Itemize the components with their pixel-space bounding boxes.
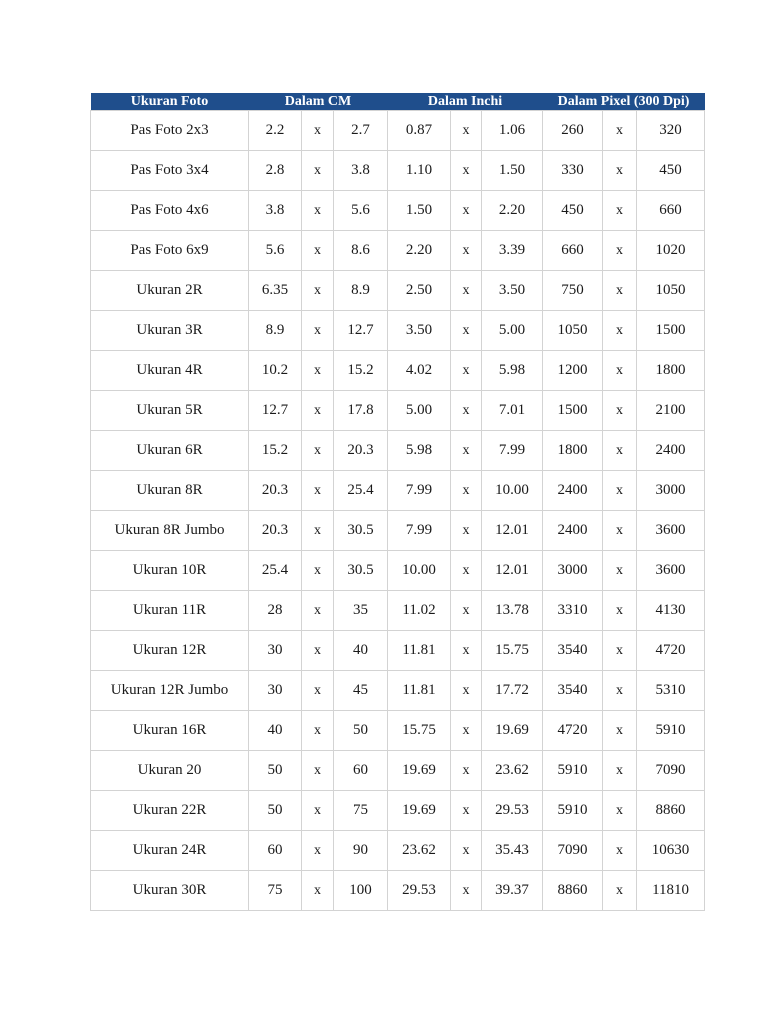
table-row: [91, 231, 705, 271]
table-row: [91, 391, 705, 431]
inch-height-cell: 23.62: [482, 751, 543, 791]
inch-height-cell: 5.98: [482, 351, 543, 391]
pixel-height-cell: 3600: [637, 511, 705, 551]
inch-height-cell: 35.43: [482, 831, 543, 871]
table-row: [91, 591, 705, 631]
cm-separator: x: [302, 591, 334, 631]
cm-separator: x: [302, 671, 334, 711]
inch-height-cell: 3.50: [482, 271, 543, 311]
pixel-width-cell: 7090: [543, 831, 603, 871]
inch-separator: x: [451, 431, 482, 471]
cm-width-cell: 2.8: [249, 151, 302, 191]
pixel-height-cell: 660: [637, 191, 705, 231]
cm-separator: x: [302, 391, 334, 431]
cm-height-cell: 20.3: [334, 431, 388, 471]
inch-separator: x: [451, 111, 482, 151]
pixel-separator: x: [603, 511, 637, 551]
pixel-separator: x: [603, 151, 637, 191]
size-name-cell: Ukuran 5R: [91, 391, 249, 431]
photo-size-table: [90, 93, 705, 911]
pixel-height-cell: 4720: [637, 631, 705, 671]
inch-separator: x: [451, 271, 482, 311]
cm-separator: x: [302, 751, 334, 791]
pixel-width-cell: 3310: [543, 591, 603, 631]
pixel-separator: x: [603, 271, 637, 311]
cm-separator: x: [302, 831, 334, 871]
cm-width-cell: 15.2: [249, 431, 302, 471]
cm-height-cell: 8.9: [334, 271, 388, 311]
cm-height-cell: 35: [334, 591, 388, 631]
inch-height-cell: 39.37: [482, 871, 543, 911]
size-name-cell: Pas Foto 3x4: [91, 151, 249, 191]
size-name-cell: Ukuran 4R: [91, 351, 249, 391]
inch-height-cell: 5.00: [482, 311, 543, 351]
pixel-width-cell: 8860: [543, 871, 603, 911]
pixel-separator: x: [603, 111, 637, 151]
inch-separator: x: [451, 631, 482, 671]
inch-height-cell: 15.75: [482, 631, 543, 671]
inch-width-cell: 0.87: [388, 111, 451, 151]
pixel-separator: x: [603, 391, 637, 431]
cm-separator: x: [302, 231, 334, 271]
cm-width-cell: 28: [249, 591, 302, 631]
inch-width-cell: 29.53: [388, 871, 451, 911]
size-name-cell: Ukuran 3R: [91, 311, 249, 351]
table-row: [91, 431, 705, 471]
cm-width-cell: 30: [249, 631, 302, 671]
cm-height-cell: 5.6: [334, 191, 388, 231]
cm-width-cell: 50: [249, 751, 302, 791]
pixel-separator: x: [603, 191, 637, 231]
cm-height-cell: 60: [334, 751, 388, 791]
table-row: [91, 311, 705, 351]
pixel-separator: x: [603, 831, 637, 871]
cm-separator: x: [302, 311, 334, 351]
inch-width-cell: 15.75: [388, 711, 451, 751]
pixel-separator: x: [603, 471, 637, 511]
cm-height-cell: 40: [334, 631, 388, 671]
pixel-separator: x: [603, 351, 637, 391]
inch-width-cell: 19.69: [388, 791, 451, 831]
inch-height-cell: 19.69: [482, 711, 543, 751]
inch-width-cell: 1.50: [388, 191, 451, 231]
size-name-cell: Ukuran 12R: [91, 631, 249, 671]
cm-height-cell: 100: [334, 871, 388, 911]
pixel-width-cell: 2400: [543, 471, 603, 511]
header-dalam-inchi: Dalam Inchi: [388, 93, 543, 111]
cm-separator: x: [302, 551, 334, 591]
inch-width-cell: 23.62: [388, 831, 451, 871]
pixel-separator: x: [603, 871, 637, 911]
cm-height-cell: 2.7: [334, 111, 388, 151]
pixel-separator: x: [603, 311, 637, 351]
size-name-cell: Ukuran 6R: [91, 431, 249, 471]
inch-separator: x: [451, 391, 482, 431]
pixel-width-cell: 3540: [543, 631, 603, 671]
inch-width-cell: 11.02: [388, 591, 451, 631]
inch-width-cell: 5.98: [388, 431, 451, 471]
cm-separator: x: [302, 631, 334, 671]
pixel-separator: x: [603, 751, 637, 791]
cm-width-cell: 20.3: [249, 511, 302, 551]
table-row: [91, 271, 705, 311]
pixel-height-cell: 4130: [637, 591, 705, 631]
pixel-height-cell: 3000: [637, 471, 705, 511]
inch-separator: x: [451, 351, 482, 391]
inch-width-cell: 11.81: [388, 671, 451, 711]
inch-separator: x: [451, 871, 482, 911]
table-row: [91, 831, 705, 871]
cm-height-cell: 3.8: [334, 151, 388, 191]
cm-height-cell: 75: [334, 791, 388, 831]
cm-height-cell: 90: [334, 831, 388, 871]
pixel-height-cell: 1500: [637, 311, 705, 351]
table-row: [91, 511, 705, 551]
inch-width-cell: 4.02: [388, 351, 451, 391]
size-name-cell: Ukuran 20: [91, 751, 249, 791]
cm-separator: x: [302, 871, 334, 911]
header-dalam-pixel: Dalam Pixel (300 Dpi): [543, 93, 705, 111]
cm-width-cell: 10.2: [249, 351, 302, 391]
cm-height-cell: 45: [334, 671, 388, 711]
pixel-separator: x: [603, 231, 637, 271]
cm-width-cell: 8.9: [249, 311, 302, 351]
inch-height-cell: 12.01: [482, 551, 543, 591]
pixel-height-cell: 7090: [637, 751, 705, 791]
pixel-separator: x: [603, 631, 637, 671]
inch-width-cell: 5.00: [388, 391, 451, 431]
pixel-height-cell: 11810: [637, 871, 705, 911]
inch-height-cell: 7.01: [482, 391, 543, 431]
pixel-separator: x: [603, 551, 637, 591]
cm-height-cell: 50: [334, 711, 388, 751]
pixel-width-cell: 5910: [543, 791, 603, 831]
size-name-cell: Ukuran 16R: [91, 711, 249, 751]
inch-separator: x: [451, 831, 482, 871]
cm-width-cell: 50: [249, 791, 302, 831]
table-row: [91, 791, 705, 831]
size-name-cell: Ukuran 22R: [91, 791, 249, 831]
size-name-cell: Pas Foto 6x9: [91, 231, 249, 271]
inch-separator: x: [451, 711, 482, 751]
inch-height-cell: 2.20: [482, 191, 543, 231]
pixel-separator: x: [603, 431, 637, 471]
pixel-width-cell: 3000: [543, 551, 603, 591]
table-row: [91, 191, 705, 231]
cm-width-cell: 6.35: [249, 271, 302, 311]
inch-height-cell: 12.01: [482, 511, 543, 551]
cm-height-cell: 30.5: [334, 551, 388, 591]
pixel-height-cell: 1050: [637, 271, 705, 311]
inch-width-cell: 1.10: [388, 151, 451, 191]
cm-separator: x: [302, 191, 334, 231]
table-row: [91, 151, 705, 191]
size-name-cell: Pas Foto 4x6: [91, 191, 249, 231]
cm-separator: x: [302, 271, 334, 311]
table-row: [91, 871, 705, 911]
inch-height-cell: 1.50: [482, 151, 543, 191]
inch-height-cell: 1.06: [482, 111, 543, 151]
cm-separator: x: [302, 471, 334, 511]
inch-separator: x: [451, 551, 482, 591]
inch-separator: x: [451, 191, 482, 231]
cm-width-cell: 30: [249, 671, 302, 711]
inch-width-cell: 7.99: [388, 471, 451, 511]
inch-separator: x: [451, 791, 482, 831]
inch-width-cell: 2.50: [388, 271, 451, 311]
pixel-width-cell: 2400: [543, 511, 603, 551]
size-name-cell: Ukuran 12R Jumbo: [91, 671, 249, 711]
inch-width-cell: 7.99: [388, 511, 451, 551]
size-name-cell: Pas Foto 2x3: [91, 111, 249, 151]
table-row: [91, 471, 705, 511]
pixel-width-cell: 1200: [543, 351, 603, 391]
inch-width-cell: 3.50: [388, 311, 451, 351]
pixel-height-cell: 2400: [637, 431, 705, 471]
table-row: [91, 671, 705, 711]
pixel-width-cell: 450: [543, 191, 603, 231]
pixel-separator: x: [603, 711, 637, 751]
pixel-width-cell: 330: [543, 151, 603, 191]
pixel-width-cell: 260: [543, 111, 603, 151]
pixel-height-cell: 450: [637, 151, 705, 191]
cm-width-cell: 2.2: [249, 111, 302, 151]
cm-width-cell: 75: [249, 871, 302, 911]
inch-separator: x: [451, 591, 482, 631]
table-row: [91, 631, 705, 671]
inch-separator: x: [451, 471, 482, 511]
header-ukuran-foto: Ukuran Foto: [91, 93, 249, 111]
inch-separator: x: [451, 231, 482, 271]
pixel-width-cell: 1500: [543, 391, 603, 431]
table-body: [91, 111, 705, 911]
inch-height-cell: 17.72: [482, 671, 543, 711]
pixel-separator: x: [603, 591, 637, 631]
header-dalam-cm: Dalam CM: [249, 93, 388, 111]
table-row: [91, 351, 705, 391]
pixel-width-cell: 5910: [543, 751, 603, 791]
cm-height-cell: 12.7: [334, 311, 388, 351]
pixel-width-cell: 1800: [543, 431, 603, 471]
pixel-height-cell: 1800: [637, 351, 705, 391]
inch-width-cell: 11.81: [388, 631, 451, 671]
inch-width-cell: 10.00: [388, 551, 451, 591]
table-header-row: [91, 93, 705, 111]
cm-separator: x: [302, 791, 334, 831]
table-row: [91, 551, 705, 591]
inch-width-cell: 2.20: [388, 231, 451, 271]
cm-height-cell: 17.8: [334, 391, 388, 431]
inch-separator: x: [451, 311, 482, 351]
inch-height-cell: 10.00: [482, 471, 543, 511]
size-name-cell: Ukuran 30R: [91, 871, 249, 911]
pixel-height-cell: 1020: [637, 231, 705, 271]
size-name-cell: Ukuran 11R: [91, 591, 249, 631]
cm-height-cell: 15.2: [334, 351, 388, 391]
pixel-width-cell: 660: [543, 231, 603, 271]
cm-height-cell: 30.5: [334, 511, 388, 551]
pixel-height-cell: 10630: [637, 831, 705, 871]
inch-separator: x: [451, 751, 482, 791]
cm-separator: x: [302, 351, 334, 391]
pixel-height-cell: 320: [637, 111, 705, 151]
inch-height-cell: 13.78: [482, 591, 543, 631]
cm-width-cell: 25.4: [249, 551, 302, 591]
cm-width-cell: 20.3: [249, 471, 302, 511]
cm-height-cell: 8.6: [334, 231, 388, 271]
inch-height-cell: 29.53: [482, 791, 543, 831]
inch-separator: x: [451, 511, 482, 551]
cm-height-cell: 25.4: [334, 471, 388, 511]
cm-width-cell: 5.6: [249, 231, 302, 271]
pixel-separator: x: [603, 791, 637, 831]
pixel-height-cell: 5310: [637, 671, 705, 711]
table-row: [91, 751, 705, 791]
inch-separator: x: [451, 671, 482, 711]
cm-separator: x: [302, 511, 334, 551]
pixel-separator: x: [603, 671, 637, 711]
cm-width-cell: 12.7: [249, 391, 302, 431]
cm-width-cell: 40: [249, 711, 302, 751]
size-name-cell: Ukuran 8R: [91, 471, 249, 511]
pixel-width-cell: 1050: [543, 311, 603, 351]
size-name-cell: Ukuran 2R: [91, 271, 249, 311]
cm-separator: x: [302, 111, 334, 151]
pixel-width-cell: 750: [543, 271, 603, 311]
cm-width-cell: 60: [249, 831, 302, 871]
cm-width-cell: 3.8: [249, 191, 302, 231]
pixel-height-cell: 8860: [637, 791, 705, 831]
inch-height-cell: 3.39: [482, 231, 543, 271]
inch-separator: x: [451, 151, 482, 191]
pixel-height-cell: 3600: [637, 551, 705, 591]
pixel-width-cell: 4720: [543, 711, 603, 751]
pixel-height-cell: 5910: [637, 711, 705, 751]
cm-separator: x: [302, 151, 334, 191]
table-row: [91, 711, 705, 751]
inch-height-cell: 7.99: [482, 431, 543, 471]
table-row: [91, 111, 705, 151]
size-name-cell: Ukuran 8R Jumbo: [91, 511, 249, 551]
pixel-width-cell: 3540: [543, 671, 603, 711]
inch-width-cell: 19.69: [388, 751, 451, 791]
pixel-height-cell: 2100: [637, 391, 705, 431]
cm-separator: x: [302, 431, 334, 471]
size-name-cell: Ukuran 10R: [91, 551, 249, 591]
size-name-cell: Ukuran 24R: [91, 831, 249, 871]
cm-separator: x: [302, 711, 334, 751]
